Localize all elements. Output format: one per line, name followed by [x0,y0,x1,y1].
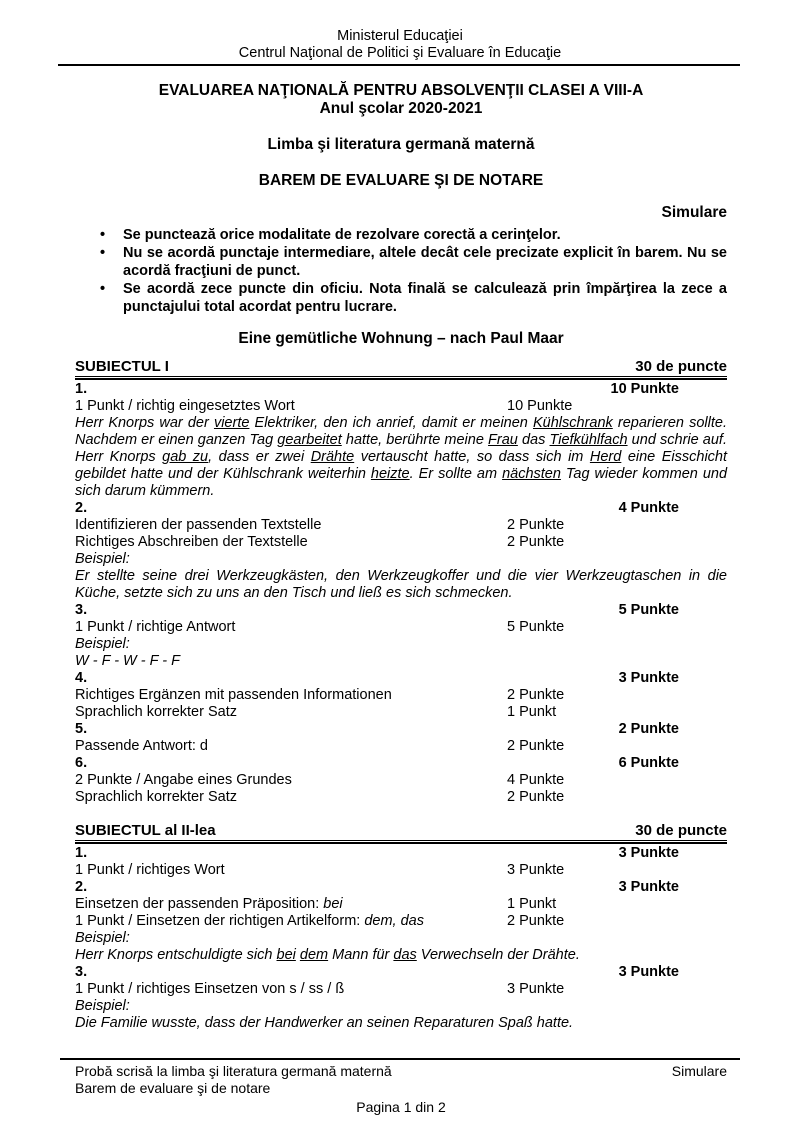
example-label: Beispiel: [75,998,130,1014]
criterion-label: Identifizieren der passenden Textstelle [75,517,322,533]
text-segment: Die Familie wusste, dass der Handwerker an seinen Reparaturen Spaß hatte. [75,1015,574,1031]
item-number-row [75,381,727,398]
text-segment: Mann für [328,947,394,963]
criterion-row [75,772,727,789]
subjects-container [75,358,727,1032]
text-segment: reparieren sollte. Nachdem er einen ganzen Tag [75,415,727,448]
item-number-row [75,500,727,517]
underlined-term: gab zu [162,449,209,465]
criterion-label: Passende Antwort: d [75,738,208,754]
criterion-label: Sprachlich korrekter Satz [75,789,237,805]
exam-title: EVALUAREA NAŢIONALĂ PENTRU ABSOLVENŢII CLASEI A VIII-A [158,82,644,99]
criterion-points: 2 Punkte [507,517,565,533]
criterion-points: 3 Punkte [507,862,565,878]
item-number-row [75,755,727,772]
subject-section-2 [75,822,727,1032]
grading-rule-2-text: Nu se acordă punctaje intermediare, altele decât cele precizate explicit în barem. Nu se acordă fracţiuni de punct. [123,245,727,279]
work-title: Eine gemütliche Wohnung – nach Paul Maar [238,330,564,347]
item-number-row [75,670,727,687]
example-label: Beispiel: [75,551,130,567]
item-points: 6 Punkte [618,755,679,771]
footer-session-label: Simulare [671,1063,727,1079]
item-points: 4 Punkte [618,500,679,516]
subject-title: SUBIECTUL I [75,358,169,375]
criterion-points: 2 Punkte [507,789,565,805]
example-paragraph [75,653,727,670]
footer-rule [60,1058,740,1060]
school-year: Anul şcolar 2020-2021 [319,100,483,117]
example-label: Beispiel: [75,930,130,946]
text-segment: und schrie auf. Herr Knorps [75,432,727,465]
text-segment: . Er sollte am [409,466,503,482]
subject-total-points: 30 de puncte [635,358,727,375]
underlined-term: Tiefkühlfach [549,432,628,448]
criterion-points: 4 Punkte [507,772,565,788]
subject-title: SUBIECTUL al II-lea [75,822,216,839]
criterion-points: 1 Punkt [507,704,557,720]
item-points: 3 Punkte [618,670,679,686]
criterion-points: 2 Punkte [507,534,565,550]
text-segment: Herr Knorps war der [75,415,214,431]
criterion-label: 1 Punkt / richtiges Einsetzen von s / ss / ß [75,981,345,997]
grading-rule-1-text: Se punctează orice modalitate de rezolvare corectă a cerinţelor. [123,227,561,243]
underlined-term: Herd [589,449,622,465]
item-number-row [75,721,727,738]
item-number-row [75,602,727,619]
criterion-row [75,687,727,704]
underlined-term: dem [299,947,329,963]
subject-header-row [75,822,727,841]
subject-name: Limba şi literatura germană maternă [267,136,535,153]
footer-first-row [75,1063,727,1080]
text-segment: , dass er zwei [208,449,311,465]
header-rule [58,64,740,66]
footer-doc-type: Barem de evaluare şi de notare [75,1080,271,1096]
footer-text-block [75,1063,727,1116]
item-points: 3 Punkte [618,845,679,861]
underlined-term: Kühlschrank [532,415,613,431]
item-number: 5. [75,721,88,737]
criterion-row [75,517,727,534]
item-number: 6. [75,755,88,771]
criterion-label: 1 Punkt / richtige Antwort [75,619,236,635]
page-header [0,28,800,62]
grading-rule-3 [123,280,727,316]
item-points: 3 Punkte [618,879,679,895]
item-number-row [75,964,727,981]
criterion-points: 2 Punkte [507,913,565,929]
grading-rules-list [75,226,727,316]
text-segment: Verwechseln der Drähte. [416,947,580,963]
text-segment: hatte, berührte meine [341,432,489,448]
criterion-label [75,913,507,930]
criterion-points: 1 Punkt [507,896,557,912]
item-number: 2. [75,500,88,516]
criterion-points: 2 Punkte [507,738,565,754]
criterion-row [75,862,727,879]
footer-page-number: Pagina 1 din 2 [356,1099,446,1115]
underlined-term: heizte [370,466,410,482]
text-segment: W - F - W - F - F [75,653,180,669]
item-number-row [75,845,727,862]
example-paragraph [75,415,727,500]
example-paragraph [75,947,727,964]
item-points: 10 Punkte [610,381,679,397]
text-segment: Einsetzen der passenden Präposition: [75,896,324,912]
criterion-row [75,704,727,721]
underlined-term: Drähte [310,449,355,465]
item-number: 3. [75,602,88,618]
item-number-row [75,879,727,896]
center-name: Centrul Naţional de Politici şi Evaluare în Educaţie [238,45,562,61]
example-paragraph [75,568,727,602]
criterion-row [75,896,727,913]
ministry-name: Ministerul Educaţiei [337,28,463,44]
item-number: 2. [75,879,88,895]
criterion-row [75,619,727,636]
grading-rule-3-text: Se acordă zece puncte din oficiu. Nota finală se calculează prin împărţirea la zece a punctajului total acordat pentru lucrare. [123,281,727,315]
criterion-label: 1 Punkt / richtiges Wort [75,862,225,878]
underlined-term: gearbeitet [277,432,342,448]
criterion-points: 3 Punkte [507,981,565,997]
criterion-label: 1 Punkt / richtig eingesetztes Wort [75,398,295,414]
criterion-row [75,789,727,806]
criterion-label: Richtiges Abschreiben der Textstelle [75,534,308,550]
document-body [75,82,727,1032]
subject-header [75,358,727,380]
underlined-term: nächsten [502,466,561,482]
criterion-row [75,738,727,755]
barem-title: BAREM DE EVALUARE ŞI DE NOTARE [258,172,544,189]
criterion-points: 2 Punkte [507,687,565,703]
criterion-points: 5 Punkte [507,619,565,635]
item-number: 4. [75,670,88,686]
criterion-label: 2 Punkte / Angabe eines Grundes [75,772,292,788]
text-segment: das [517,432,550,448]
text-segment: 1 Punkt / Einsetzen der richtigen Artikelform: [75,913,365,929]
item-points: 5 Punkte [618,602,679,618]
item-number: 3. [75,964,88,980]
underlined-term: das [393,947,417,963]
item-points: 3 Punkte [618,964,679,980]
criterion-row [75,398,727,415]
subject-total-points: 30 de puncte [635,822,727,839]
example-paragraph [75,1015,727,1032]
italic-term: bei [323,896,343,912]
criterion-label: Richtiges Ergänzen mit passenden Informationen [75,687,392,703]
text-segment: Er stellte seine drei Werkzeugkästen, den Werkzeugkoffer und die vier Werkzeugtaschen in die Küche, setzte sich zu uns an den Tisch und ließ es sich schmecken. [75,568,727,601]
item-number: 1. [75,845,88,861]
text-segment: Tag wieder kommen und sich darum kümmern. [75,466,728,499]
text-segment: eine Eisschicht gebildet hatte und der Kühlschrank weiterhin [75,449,728,482]
underlined-term: bei [276,947,296,963]
item-points: 2 Punkte [618,721,679,737]
text-segment: Herr Knorps entschuldigte sich [75,947,277,963]
criterion-row [75,981,727,998]
criterion-label [75,896,507,913]
subject-section-1 [75,358,727,806]
criterion-row [75,534,727,551]
underlined-term: Frau [488,432,518,448]
example-label: Beispiel: [75,636,130,652]
footer-exam-name: Probă scrisă la limba şi literatura germană maternă [75,1063,392,1079]
text-segment: Elektriker, den ich anrief, damit er meinen [249,415,533,431]
page-footer [60,1058,740,1116]
criterion-points: 10 Punkte [507,398,573,414]
item-number: 1. [75,381,88,397]
criterion-label: Sprachlich korrekter Satz [75,704,237,720]
session-label: Simulare [661,204,727,221]
grading-rule-2 [123,244,727,280]
italic-term: dem, das [364,913,424,929]
underlined-term: vierte [213,415,250,431]
subject-header-row [75,358,727,377]
text-segment: vertauscht hatte, so dass sich im [354,449,590,465]
criterion-row [75,913,727,930]
subject-header [75,822,727,844]
grading-rule-1 [123,226,727,244]
